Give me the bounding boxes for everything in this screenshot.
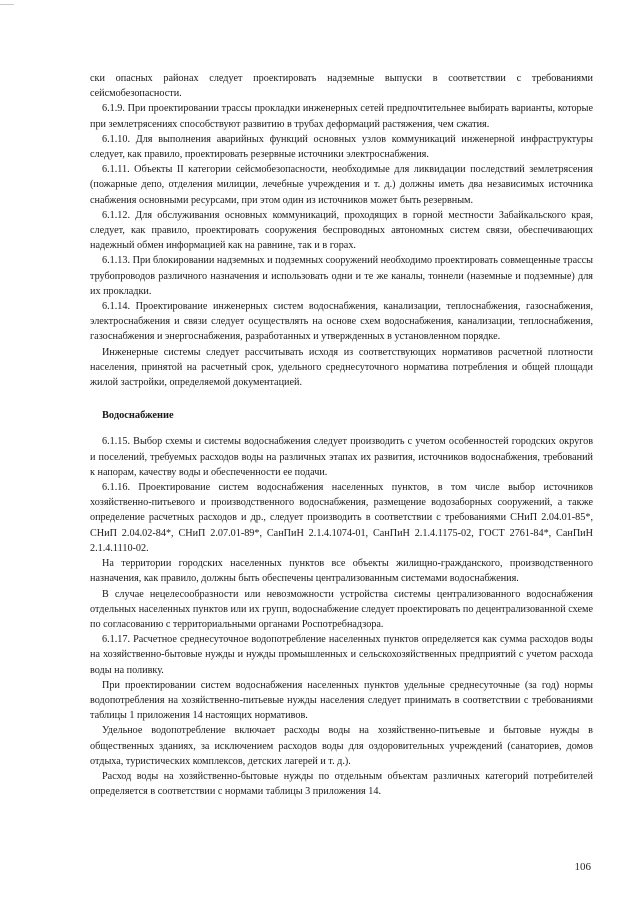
scan-edge-mark [0,0,14,5]
paragraph: На территории городских населенных пунктов все объекты жилищно-гражданского, производственного назначения, как правило, должны быть обеспечены централизованным системами водоснабжения. [90,558,593,585]
paragraph: 6.1.15. Выбор схемы и системы водоснабжения следует производить с учетом особенностей городских округов и поселений, требуемых расходов воды на различных этапах их развития, источников водоснабжения, требований к напорам, качеству воды и обеспеченности ее подачи. [90,436,593,478]
paragraph: 6.1.10. Для выполнения аварийных функций основных узлов коммуникаций инженерной инфраструктуры следует, как правило, проектировать резервные источники электроснабжения. [90,133,593,161]
page-number: 106 [574,861,591,873]
paragraph: ски опасных районах следует проектировать надземные выпуски в соответствии с требованиями сейсмобезопасности. [90,73,593,100]
paragraph: Удельное водопотребление включает расходы воды на хозяйственно-питьевые и бытовые нужды в общественных зданиях, за исключением расходов воды для оздоровительных учреждений (санаториев, домов отдыха, туристических комплексов, детских лагерей и т. д.). [90,725,593,767]
paragraph: При проектировании систем водоснабжения населенных пунктов удельные среднесуточные (за год) нормы водопотребления на хозяйственно-питьевые нужды населения следует принимать в соответствии с требованиями таблицы 1 приложения 14 настоящих нормативов. [90,679,593,722]
paragraph: 6.1.12. Для обслуживания основных коммуникаций, проходящих в горной местности Забайкальского края, следует, как правило, проектировать сооружения беспроводных автономных систем связи, обеспечивающих надежный обмен информацией как на равнине, так и в горах. [90,209,593,252]
paragraph: 6.1.14. Проектирование инженерных систем водоснабжения, канализации, теплоснабжения, газоснабжения, электроснабжения и связи следует осуществлять на основе схем водоснабжения, канализации, теплоснабжения, газоснабжения и энергоснабжения, разработанных и утвержденных в установленном порядке. [90,301,593,343]
paragraph: 6.1.16. Проектирование систем водоснабжения населенных пунктов, в том числе выбор источников хозяйственно-питьевого и производственного водоснабжения, размещение водозаборных сооружений, а также определение расчетных расходов и др., следует производить в соответствии с требованиями СНиП 2.04.01-85*, СНиП 2.04.02-84*, СНиП 2.07.01-89*, СанПиН 2.1.4.1074-01, СанПиН 2.1.4.1175-02, ГОСТ 2761-84*, СанПиН 2.1.4.1110-02. [90,482,593,554]
section-heading: Водоснабжение [102,410,174,422]
paragraph: Инженерные системы следует рассчитывать исходя из соответствующих нормативов расчетной плотности населения, принятой на расчетный срок, удельного среднесуточного норматива потребления и общей площади жилой застройки, определяемой документацией. [90,346,593,389]
paragraph: 6.1.17. Расчетное среднесуточное водопотребление населенных пунктов определяется как сумма расходов воды на хозяйственно-бытовые нужды и нужды промышленных и сельскохозяйственных предприятий с учетом расхода воды на поливку. [90,634,593,676]
paragraph: 6.1.13. При блокировании надземных и подземных сооружений необходимо проектировать совмещенные трассы трубопроводов различного назначения и использовать одни и те же каналы, тоннели (наземные и подземные) для их прокладки. [90,255,593,297]
paragraph: 6.1.9. При проектировании трассы прокладки инженерных сетей предпочтительнее выбирать варианты, которые при землетрясениях способствуют развитию в трубах деформаций растяжения, чем сжатия. [90,103,593,130]
paragraph: 6.1.11. Объекты II категории сейсмобезопасности, необходимые для ликвидации последствий землетрясения (пожарные депо, отделения милиции, лечебные учреждения и т. д.) должны иметь два независимых источника снабжения основными ресурсами, при этом один из источников может быть резервным. [90,164,593,206]
paragraph: Расход воды на хозяйственно-бытовые нужды по отдельным объектам различных категорий потребителей определяется в соответствии с нормами таблицы 3 приложения 14. [90,770,593,798]
paragraph: В случае нецелесообразности или невозможности устройства системы централизованного водоснабжения отдельных населенных пунктов или их групп, водоснабжение следует проектировать по децентрализованной схеме по согласованию с территориальными органами Роспотребнадзора. [90,588,593,630]
